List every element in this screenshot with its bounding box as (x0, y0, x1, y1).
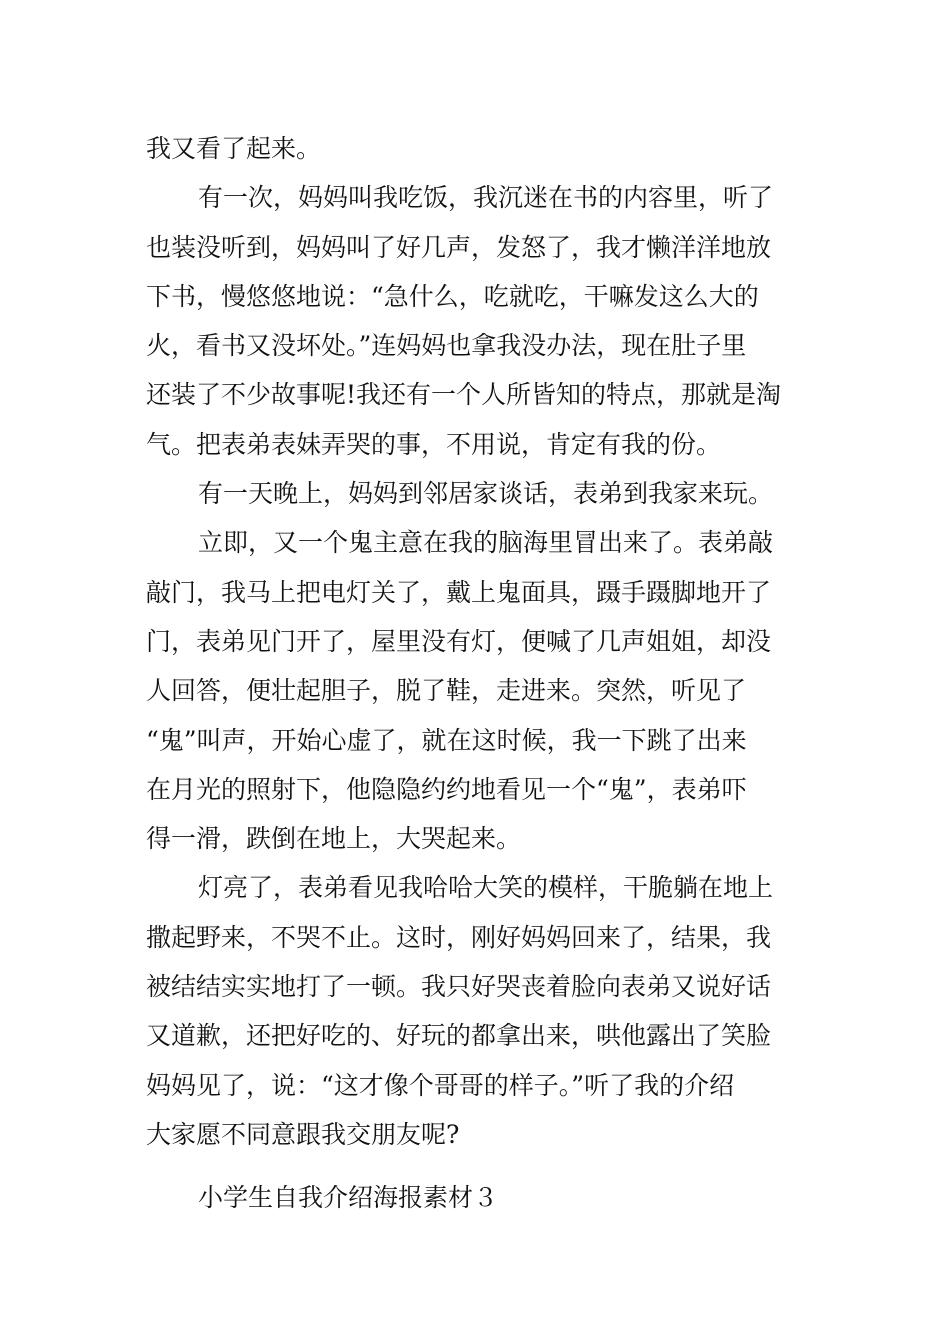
text-line: 人回答，便壮起胆子，脱了鞋，走进来。突然，听见了 (146, 676, 747, 706)
text-line: 火，看书又没坏处。”连妈妈也拿我没办法，现在肚子里 (146, 331, 747, 361)
text-line: 门，表弟见门开了，屋里没有灯，便喊了几声姐姐，却没 (146, 626, 772, 656)
text-line: 在月光的照射下，他隐隐约约地看见一个“鬼”，表弟吓 (146, 774, 747, 804)
text-line: 敲门，我马上把电灯关了，戴上鬼面具，蹑手蹑脚地开了 (146, 577, 772, 607)
text-line: 我又看了起来。 (146, 134, 322, 163)
text-line: 还装了不少故事呢!我还有一个人所皆知的特点，那就是淘 (146, 380, 782, 410)
paragraph-gap (146, 1159, 806, 1173)
text-line: 被结结实实地打了一顿。我只好哭丧着脸向表弟又说好话 (146, 972, 772, 1002)
text-line: 有一天晚上，妈妈到邻居家谈话，表弟到我家来玩。 (198, 479, 774, 509)
document-body (146, 124, 806, 1223)
text-line: 气。把表弟表妹弄哭的事，不用说，肯定有我的份。 (146, 429, 722, 459)
text-line: 又道歉，还把好吃的、好玩的都拿出来，哄他露出了笑脸 (146, 1021, 772, 1051)
text-line: 大家愿不同意跟我交朋友呢? (146, 1119, 460, 1149)
text-line: 下书，慢悠悠地说：“急什么，吃就吃，干嘛发这么大的 (146, 281, 759, 311)
text-line: 撒起野来，不哭不止。这时，刚好妈妈回来了，结果，我 (146, 922, 772, 952)
text-line: 立即，又一个鬼主意在我的脑海里冒出来了。表弟敲 (198, 528, 774, 558)
text-line: 有一次，妈妈叫我吃饭，我沉迷在书的内容里，听了 (198, 183, 774, 213)
text-line: “鬼”叫声，开始心虚了，就在这时候，我一下跳了出来 (146, 725, 747, 755)
text-line: 也装没听到，妈妈叫了好几声，发怒了，我才懒洋洋地放 (146, 232, 772, 262)
text-line: 灯亮了，表弟看见我哈哈大笑的模样，干脆躺在地上 (198, 873, 774, 903)
text-line: 妈妈见了，说：“这才像个哥哥的样子。”听了我的介绍 (146, 1070, 735, 1100)
section-heading: 小学生自我介绍海报素材３ (198, 1183, 499, 1213)
text-line: 得一滑，跌倒在地上，大哭起来。 (146, 824, 522, 854)
